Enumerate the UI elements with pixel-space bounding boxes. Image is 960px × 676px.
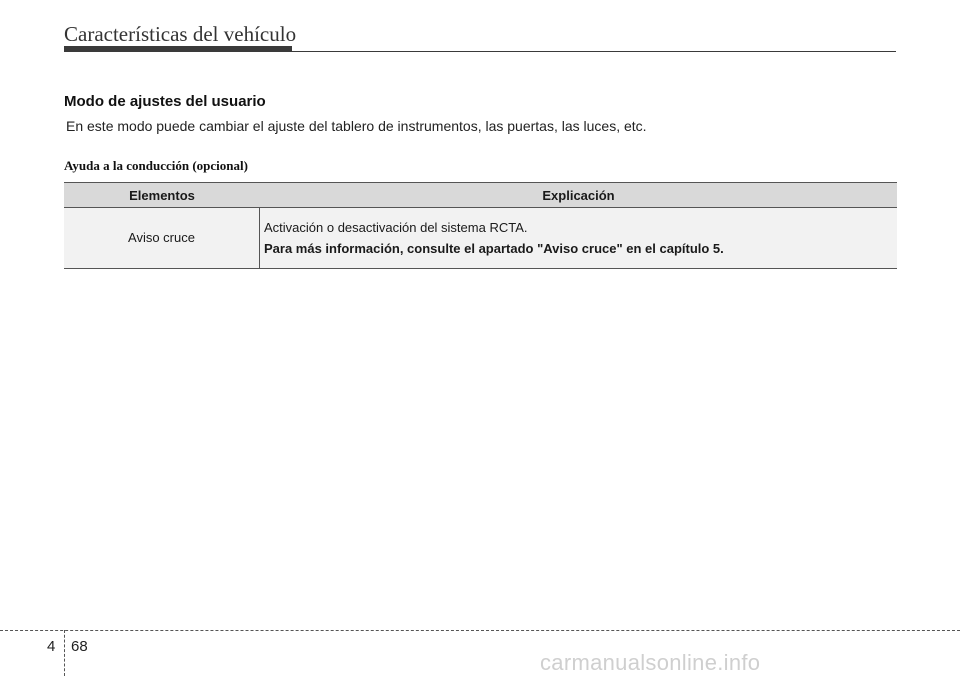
- table-subheading: Ayuda a la conducción (opcional): [64, 158, 248, 173]
- column-header-elementos: Elementos: [129, 187, 195, 203]
- watermark: carmanualsonline.info: [540, 650, 761, 675]
- explanation-note: Para más información, consulte el apartado "Aviso cruce" en el capítulo 5.: [264, 241, 724, 256]
- cell-element: Aviso cruce: [64, 208, 260, 268]
- page-number: 68: [71, 638, 88, 655]
- column-header-explicacion: Explicación: [542, 187, 615, 203]
- footer-vertical-divider: [64, 630, 65, 676]
- chapter-number: 4: [47, 638, 56, 655]
- page-header-title: Características del vehículo: [64, 22, 297, 46]
- table-row: [64, 208, 897, 268]
- footer-divider: [0, 630, 960, 631]
- cell-explanation: [260, 208, 897, 268]
- header-divider: [64, 51, 896, 52]
- section-intro: En este modo puede cambiar el ajuste del tablero de instrumentos, las puertas, las luces, etc.: [66, 118, 647, 134]
- section-heading: Modo de ajustes del usuario: [64, 93, 266, 110]
- explanation-text: Activación o desactivación del sistema RCTA.: [264, 220, 528, 235]
- settings-table: [64, 182, 897, 269]
- table-header-row: [64, 183, 897, 208]
